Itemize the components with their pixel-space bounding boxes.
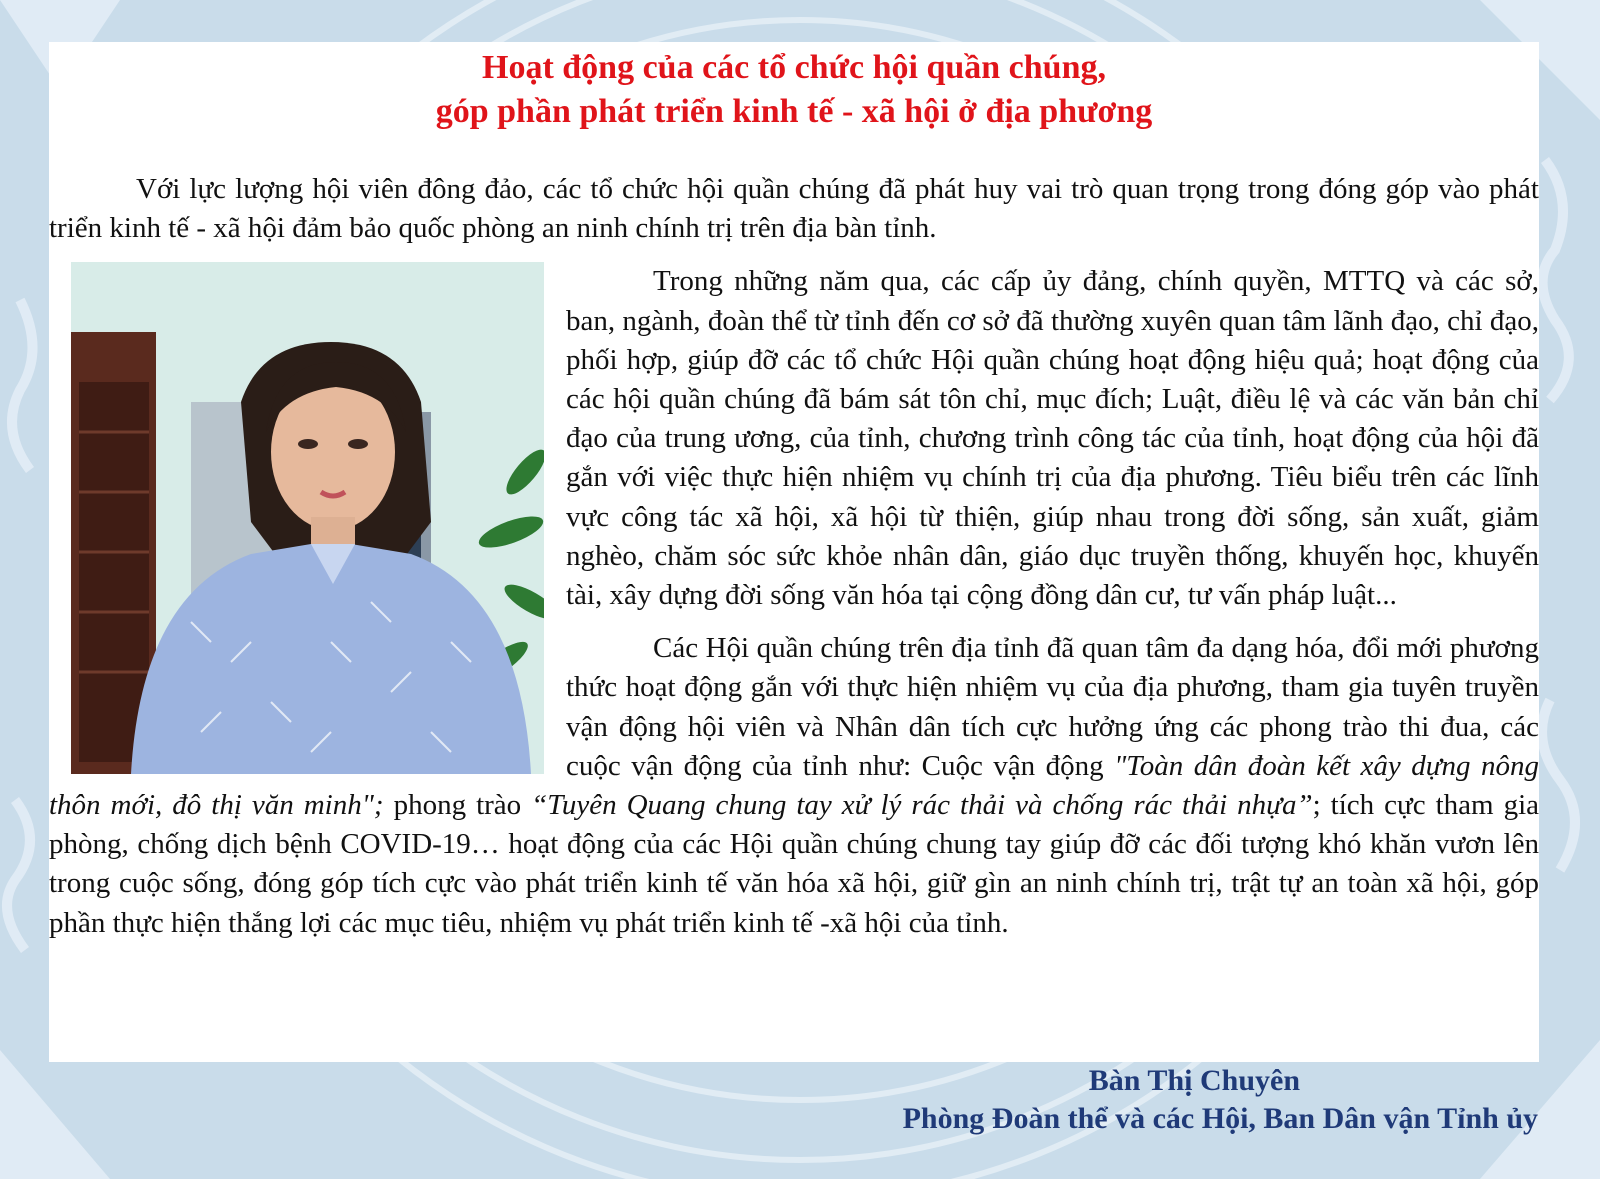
title-line-1: Hoạt động của các tổ chức hội quần chúng, [482,49,1106,86]
article-body [49,170,1539,943]
article-panel [49,42,1539,1062]
title-line-2: góp phần phát triển kinh tế - xã hội ở địa phương [435,93,1153,130]
paragraph-3-part-c: ; tích cực tham gia phòng, chống dịch bệnh COVID-19… hoạt động của các Hội quần chúng chung tay giúp đỡ các đối tượng khó khăn vươn lên trong cuộc sống, đóng góp tích cực vào phát triển kinh tế văn hóa xã hội, giữ gìn an ninh chính trị, trật tự an toàn xã hội, góp phần thực hiện thắng lợi các mục tiêu, nhiệm vụ phát triển kinh tế -xã hội của tỉnh. [49,789,1540,939]
article-title [49,46,1539,134]
paragraph-2: Trong những năm qua, các cấp ủy đảng, chính quyền, MTTQ và các sở, ban, ngành, đoàn thể từ tỉnh đến cơ sở đã thường xuyên quan tâm lãnh đạo, chỉ đạo, phối hợp, giúp đỡ các tổ chức Hội quần chúng hoạt động hiệu quả; hoạt động của các hội quần chúng đã bám sát tôn chỉ, mục đích; Luật, điều lệ và các văn bản chỉ đạo của trung ương, của tỉnh, chương trình công tác của tỉnh, hoạt động của hội đã gắn với việc thực hiện nhiệm vụ chính trị của địa phương. Tiêu biểu trên các lĩnh vực công tác xã hội, xã hội từ thiện, giúp nhau trong đời sống, sản xuất, giảm nghèo, chăm sóc sức khỏe nhân dân, giáo dục truyền thống, khuyến học, khuyến tài, xây dựng đời sống văn hóa tại cộng đồng dân cư, tư vấn pháp luật... [566,265,1539,612]
paragraph-3-part-a: Các Hội quần chúng trên địa tỉnh đã quan tâm đa dạng hóa, đổi mới phương thức hoạt động gắn với thực hiện nhiệm vụ của địa phương, tham gia tuyên truyền vận động hội viên và Nhân dân tích cực hưởng ứng các phong trào thi đua, các cuộc vận động của tỉnh như: Cuộc vận động [566,632,1539,782]
paragraph-3-part-b: phong trào [383,789,532,822]
intro-paragraph: Với lực lượng hội viên đông đảo, các tổ chức hội quần chúng đã phát huy vai trò quan trọng trong đóng góp vào phát triển kinh tế - xã hội đảm bảo quốc phòng an ninh chính trị trên địa bàn tỉnh. [49,173,1539,245]
campaign-quote-1: "Toàn dân đoàn kết xây dựng nông thôn mới, đô thị văn minh"; [49,749,1539,822]
author-name: Bàn Thị Chuyên [1088,1064,1300,1097]
campaign-quote-2: “Tuyên Quang chung tay xử lý rác thải và chống rác thải nhựa” [531,789,1313,822]
author-organization: Phòng Đoàn thể và các Hội, Ban Dân vận Tỉnh ủy [902,1102,1538,1135]
author-photo [71,262,544,774]
